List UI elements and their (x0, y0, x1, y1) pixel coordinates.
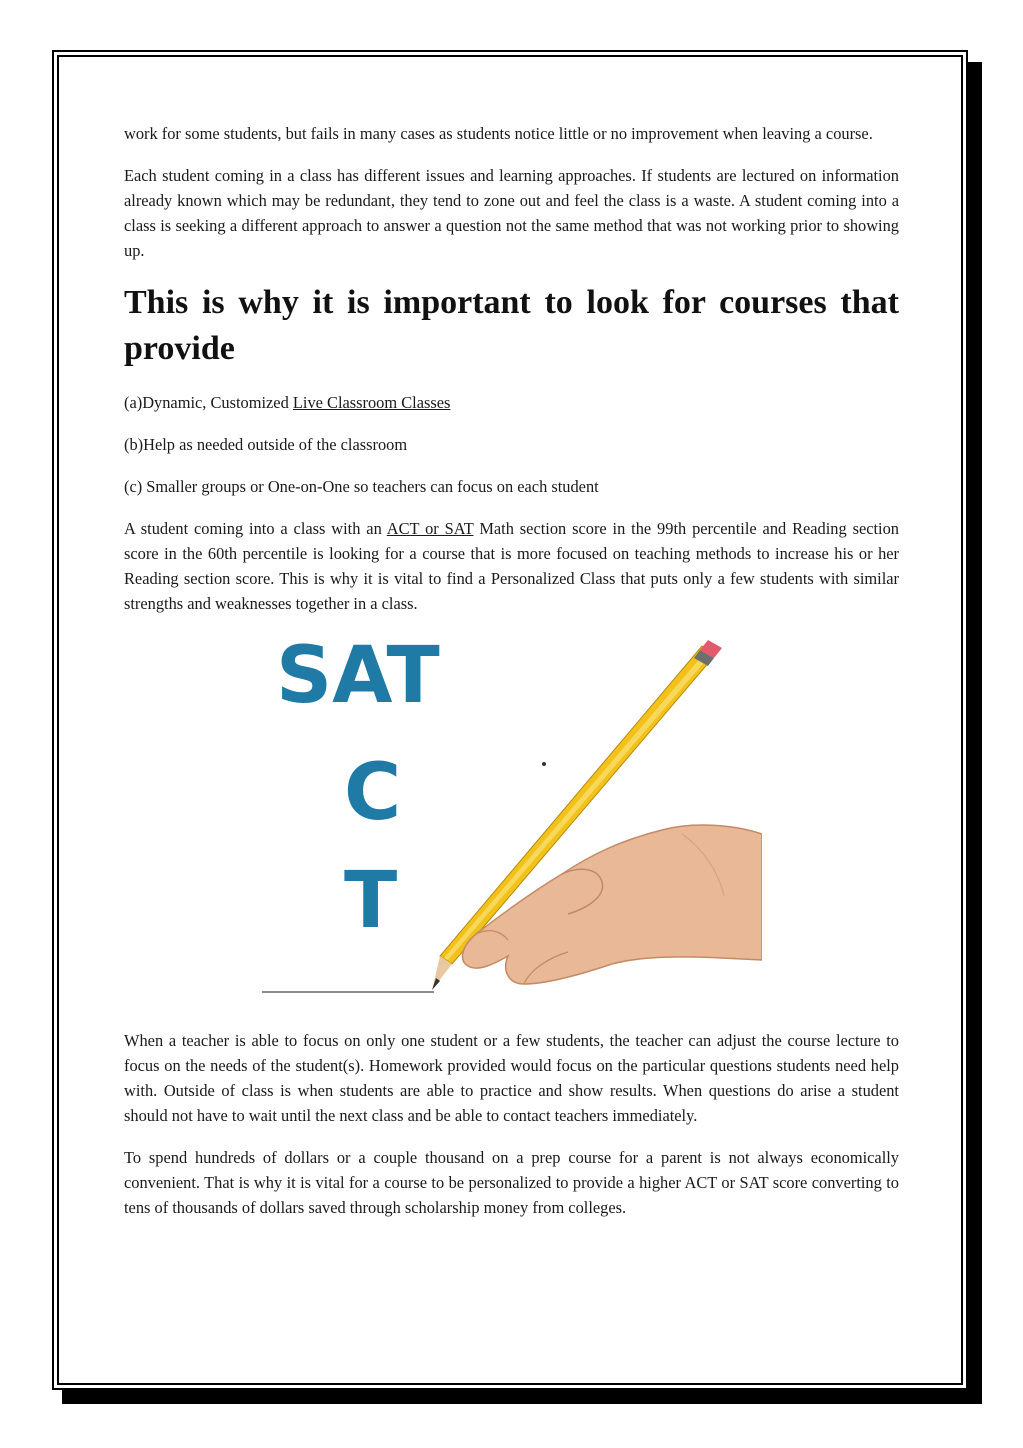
list-item-a (124, 390, 899, 415)
sat-act-illustration-svg (262, 634, 762, 999)
letter-c: C (344, 748, 402, 838)
list-item-b: (b)Help as needed outside of the classroom (124, 435, 408, 454)
section-heading: This is why it is important to look for courses that provide (124, 284, 899, 367)
hand-pencil-icon (432, 640, 762, 990)
paragraph-act-sat-prefix: A student coming into a class with an (124, 519, 387, 538)
paragraph-teacher-focus: When a teacher is able to focus on only one student or a few students, the teacher can adjust the course lecture to focus on the needs of the student(s). Homework provided would focus on the particular questions students need help with. Outside of class is when students are able to practice and show results. When questions do arise a student should not have to wait until the next class and be able to contact teachers immediately. (124, 1031, 899, 1125)
act-or-sat-link[interactable]: ACT or SAT (386, 519, 474, 538)
paragraph-cost: To spend hundreds of dollars or a couple thousand on a prep course for a parent is not always economically convenient. That is why it is vital for a course to be personalized to provide a higher ACT or SAT score converting to tens of thousands of dollars saved through scholarship money from colleges. (124, 1148, 899, 1217)
document-body (124, 121, 899, 1237)
paragraph-act-sat (124, 516, 899, 616)
paragraph-intro: work for some students, but fails in many cases as students notice little or no improvement when leaving a course. (124, 124, 873, 143)
sat-word: SAT (276, 634, 440, 721)
list-item-c: (c) Smaller groups or One-on-One so teachers can focus on each student (124, 477, 599, 496)
live-classroom-link[interactable]: Live Classroom Classes (292, 393, 451, 412)
paragraph-act-sat-suffix: Math section score in the 99th percentile and Reading section score in the 60th percentile is looking for a course that is more focused on teaching methods to increase his or her Reading section score. This is why it is vital to find a Personalized Class that puts only a few students with similar strengths and weaknesses together in a class. (124, 519, 899, 613)
sat-act-illustration (262, 634, 762, 999)
letter-t: T (344, 856, 398, 946)
list-item-a-text: (a)Dynamic, Customized (124, 393, 293, 412)
dot-mark (542, 762, 546, 766)
paragraph-issues: Each student coming in a class has different issues and learning approaches. If students are lectured on information already known which may be redundant, they tend to zone out and feel the class is a waste. A student coming into a class is seeking a different approach to answer a question not the same method that was not working prior to showing up. (124, 166, 899, 260)
